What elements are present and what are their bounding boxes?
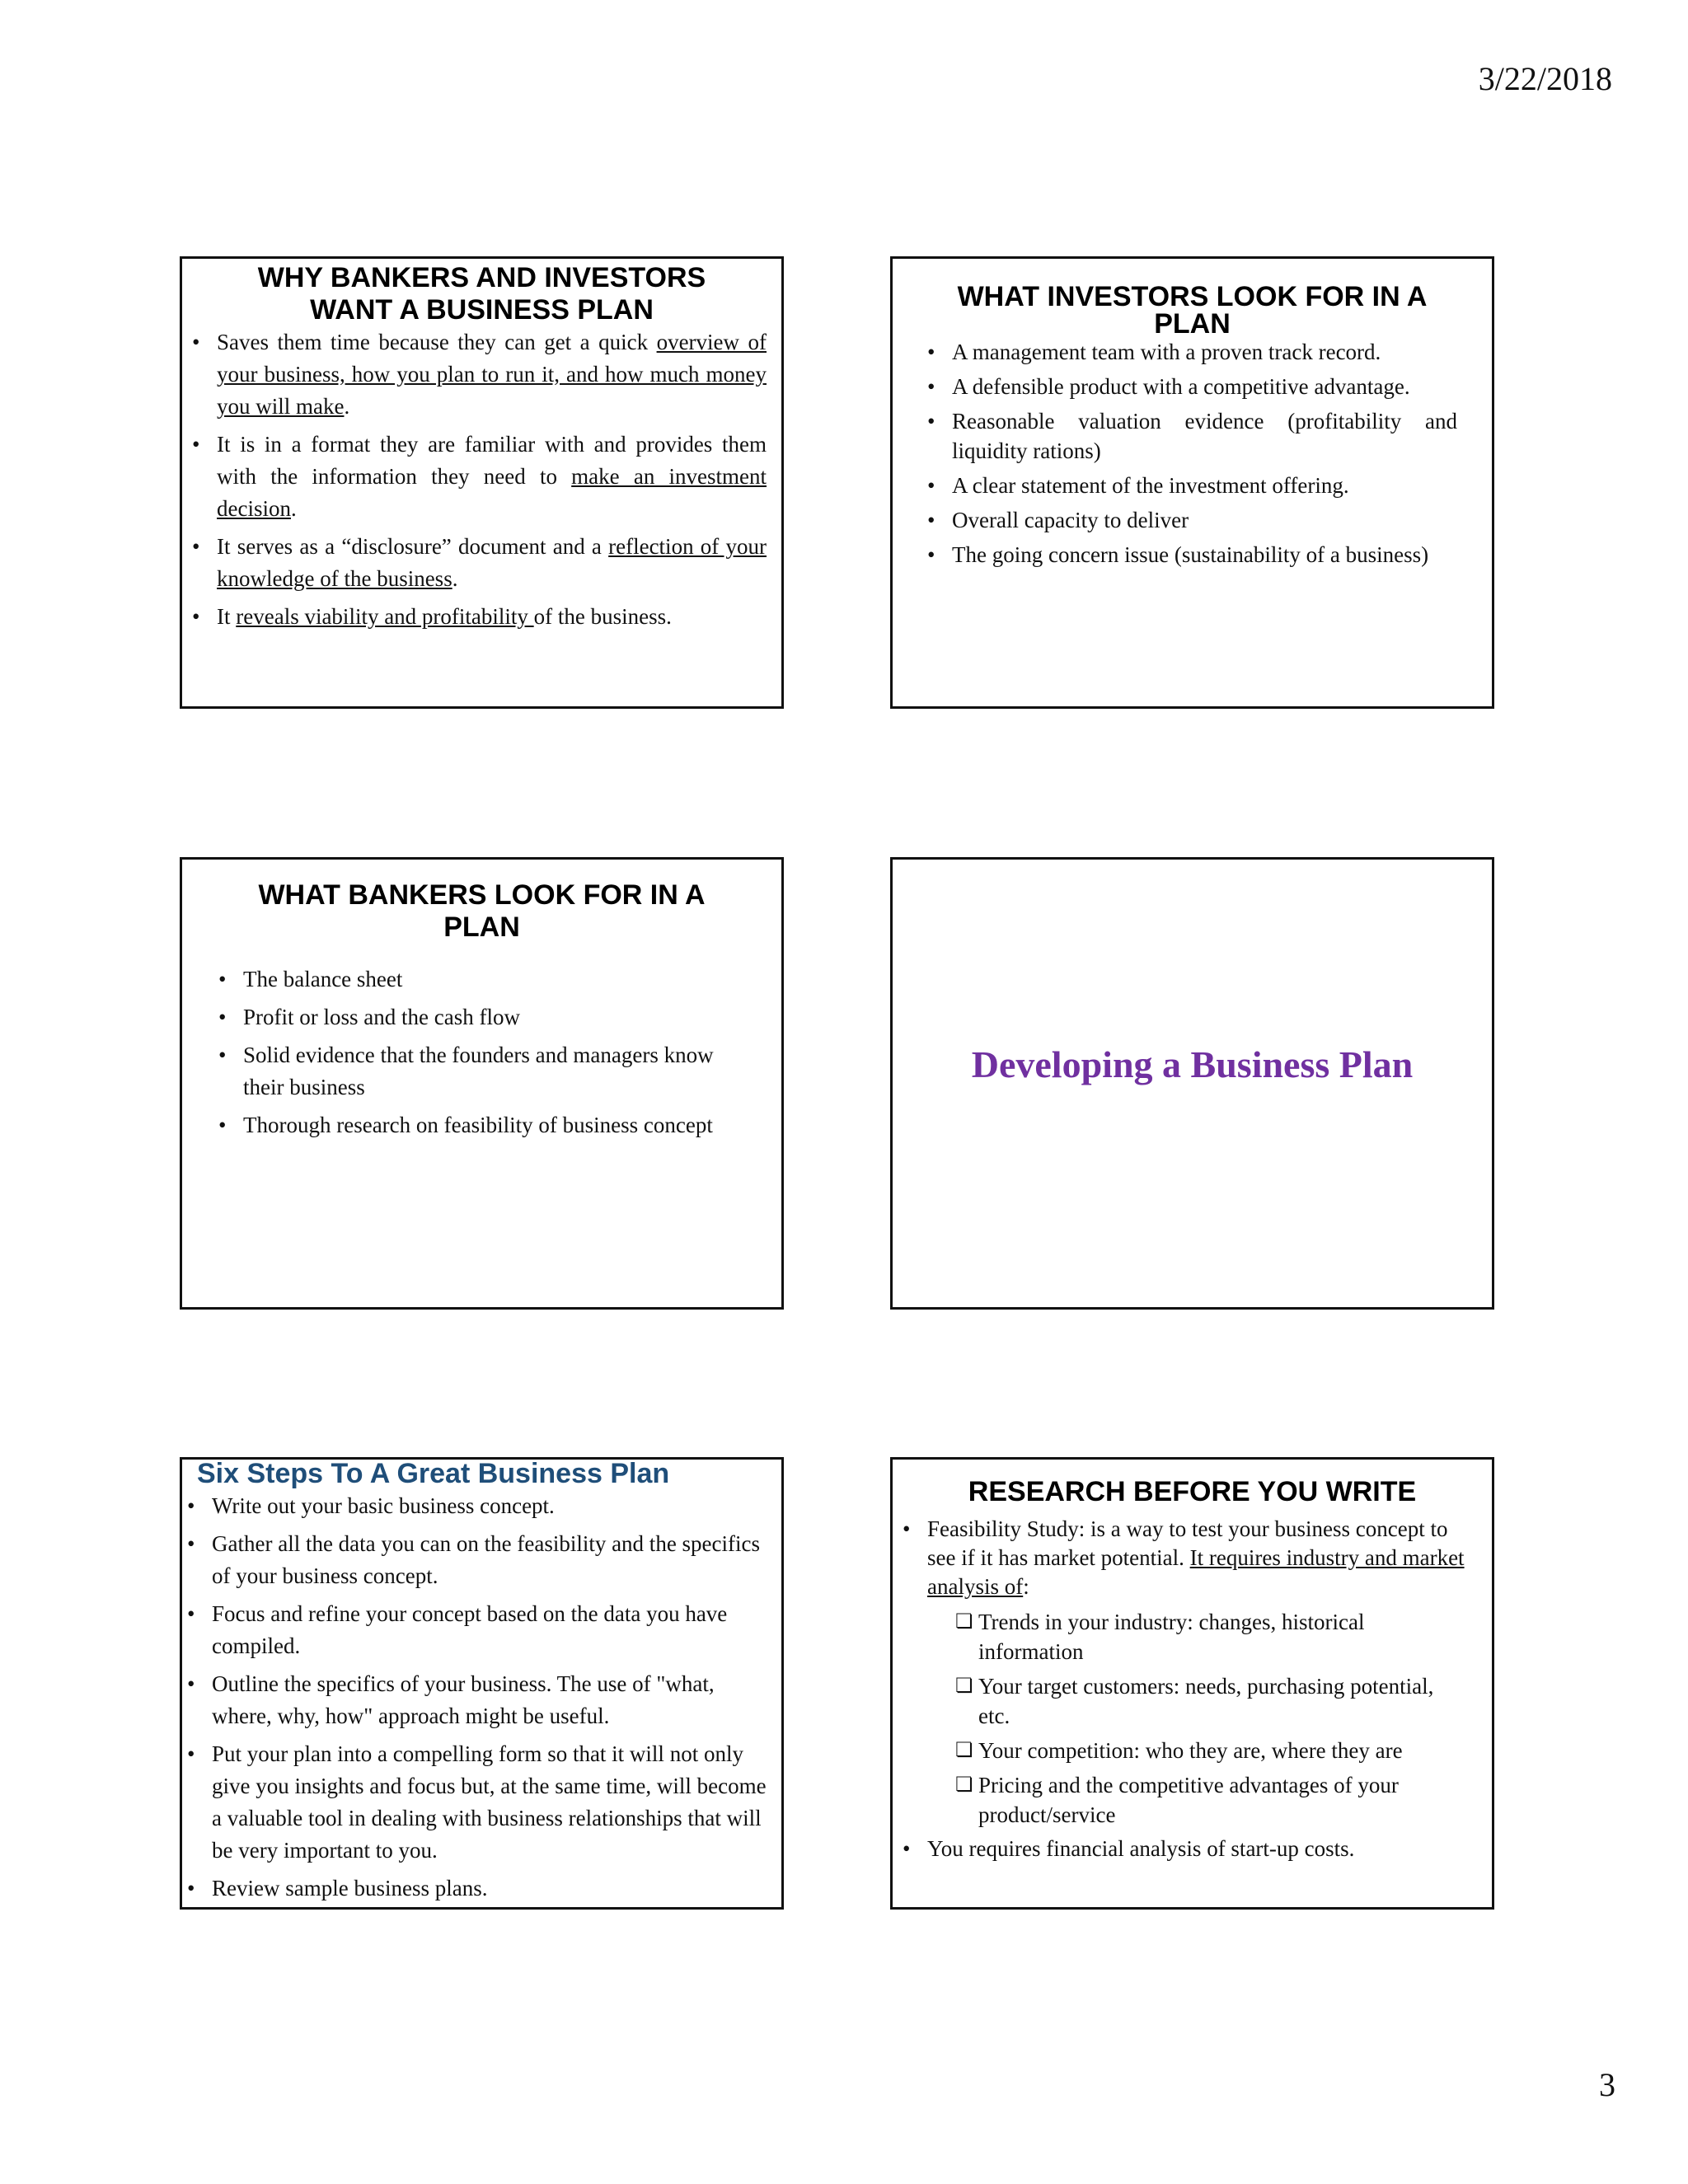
list-item: • Saves them time because they can get a quick overview of your business, how you plan to run it, and how much money you will make.: [185, 326, 767, 423]
title-line: PLAN: [443, 912, 520, 943]
bullet-list: [896, 1515, 1469, 1601]
list-item: • Feasibility Study: is a way to test your business concept to see if it has market potential. It requires industry and market analysis of:: [896, 1515, 1469, 1601]
bullet-list: [212, 963, 757, 1141]
list-item: • Write out your basic business concept.: [181, 1490, 773, 1522]
sub-list-item: ❏ Trends in your industry: changes, historical information: [955, 1607, 1469, 1666]
title-line: WHAT BANKERS LOOK FOR IN A: [258, 879, 706, 911]
slide-title: [182, 879, 781, 944]
bullet-list: [896, 1835, 1469, 1863]
slide-title: [182, 262, 781, 326]
sub-list: [896, 1607, 1469, 1830]
list-item: • Thorough research on feasibility of business concept: [212, 1109, 757, 1141]
slide-research-before-write: [890, 1457, 1494, 1910]
sub-list-item: ❏ Your target customers: needs, purchasing potential, etc.: [955, 1671, 1469, 1731]
slide-investors-look-for: [890, 256, 1494, 709]
list-item: • Reasonable valuation evidence (profitability and liquidity rations): [921, 406, 1457, 466]
sub-list-item: ❏ Pricing and the competitive advantages of your product/service: [955, 1770, 1469, 1830]
list-item: • Review sample business plans.: [181, 1872, 773, 1905]
list-item: • You requires financial analysis of start-up costs.: [896, 1835, 1469, 1863]
list-item: • A management team with a proven track record.: [921, 337, 1457, 367]
sub-list-item: ❏ Your competition: who they are, where they are: [955, 1736, 1469, 1765]
page-number: 3: [1599, 2066, 1615, 2103]
list-item: • Profit or loss and the cash flow: [212, 1001, 757, 1033]
list-item: • Focus and refine your concept based on the data you have compiled.: [181, 1598, 773, 1662]
list-item: • A clear statement of the investment offering.: [921, 471, 1457, 500]
slide-why-bankers-investors: [180, 256, 784, 709]
title-line: WANT A BUSINESS PLAN: [310, 294, 654, 326]
list-item: • The balance sheet: [212, 963, 757, 996]
list-item: • Gather all the data you can on the feasibility and the specifics of your business concept.: [181, 1528, 773, 1592]
list-item: • Put your plan into a compelling form so that it will not only give you insights and focus but, at the same time, will become a valuable tool in dealing with business relationships that will be very important to you.: [181, 1738, 773, 1867]
list-item: • Solid evidence that the founders and managers know their business: [212, 1039, 757, 1104]
bullet-list: [181, 1490, 773, 1905]
slide-title: Developing a Business Plan: [971, 1043, 1414, 1085]
title-line: PLAN: [1154, 308, 1231, 340]
slide-title: Six Steps To A Great Business Plan: [197, 1458, 670, 1489]
slide-title: RESEARCH BEFORE YOU WRITE: [968, 1476, 1417, 1507]
list-item: • It reveals viability and profitability of the business.: [185, 601, 767, 633]
title-line: WHAT INVESTORS LOOK FOR IN A: [957, 281, 1428, 312]
list-item: • A defensible product with a competitive advantage.: [921, 372, 1457, 401]
bullet-list: [921, 337, 1457, 569]
slide-title: [893, 281, 1492, 340]
title-line: WHY BANKERS AND INVESTORS: [257, 262, 706, 293]
list-item: • It is in a format they are familiar with and provides them with the information they need to make an investment decision.: [185, 429, 767, 525]
bullet-list: [185, 326, 767, 633]
list-item: • Overall capacity to deliver: [921, 505, 1457, 535]
list-item: • It serves as a “disclosure” document and a reflection of your knowledge of the business.: [185, 531, 767, 595]
slide-six-steps: [180, 1457, 784, 1910]
page-date: 3/22/2018: [1478, 60, 1612, 97]
list-item: • Outline the specifics of your business. The use of "what, where, why, how" approach might be useful.: [181, 1668, 773, 1732]
list-item: • The going concern issue (sustainability of a business): [921, 540, 1457, 569]
slide-developing-business-plan: [890, 857, 1494, 1310]
slide-bankers-look-for: [180, 857, 784, 1310]
